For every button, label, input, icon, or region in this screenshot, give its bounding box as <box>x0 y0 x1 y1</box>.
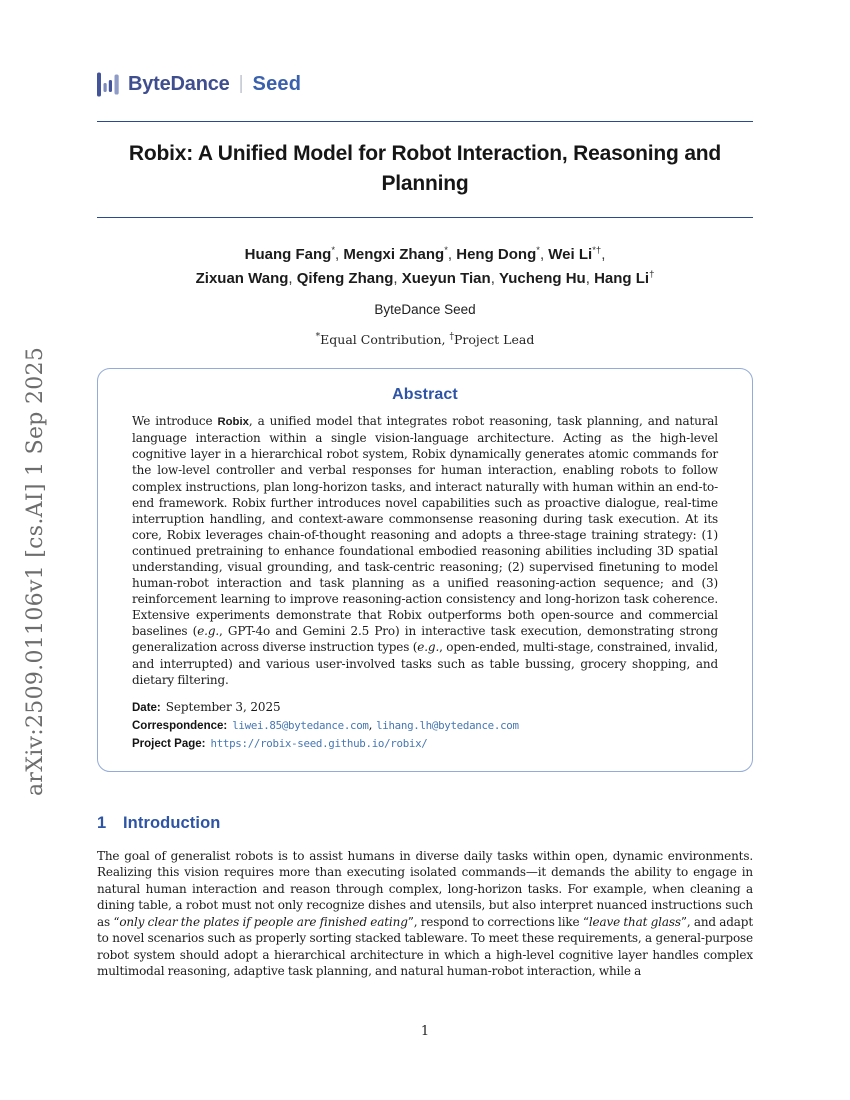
paper-content <box>97 0 753 980</box>
page-number: 1 <box>420 1024 430 1039</box>
project-page-link[interactable]: https://robix-seed.github.io/robix/ <box>210 736 428 750</box>
abstract-heading: Abstract <box>392 386 458 404</box>
arxiv-watermark: arXiv:2509.01106v1 [cs.AI] 1 Sep 2025 <box>23 346 48 796</box>
bytedance-logo-icon <box>97 71 120 98</box>
correspondence-label: Correspondence: <box>132 719 228 732</box>
logo-brand-text: ByteDance <box>128 72 230 95</box>
abstract-meta <box>132 699 718 753</box>
abstract-text: We introduce Robix, a unified model that integrates robot reasoning, task planning, and natural language interaction within a single vision-language architecture. Acting as the high-level cognitive layer in a hierarchical robot system, Robix dynamically generates atomic commands for the low-level controller and verbal responses for human interaction, enabling robots to follow complex instructions, plan long-horizon tasks, and interact naturally with human within an end-to-end framework. Robix further introduces novel capabilities such as proactive dialogue, real-time interruption handling, and context-aware commonsense reasoning during task execution. At its core, Robix leverages chain-of-thought reasoning and adopts a three-stage training strategy: (1) continued pretraining to enhance foundational embodied reasoning abilities including 3D spatial understanding, visual grounding, and task-centric reasoning; (2) supervised finetuning to model human-robot interaction and task planning as a unified reasoning-action sequence; and (3) reinforcement learning to improve reasoning-action consistency and long-horizon task coherence. Extensive experiments demonstrate that Robix outperforms both open-source and commercial baselines (e.g., GPT-4o and Gemini 2.5 Pro) in interactive task execution, demonstrating strong generalization across diverse instruction types (e.g., open-ended, multi-stage, constrained, invalid, and interrupted) and various user-involved tasks such as table bussing, grocery shopping, and dietary filtering. <box>132 414 718 687</box>
author-line-2: Zixuan Wang, Qifeng Zhang, Xueyun Tian, Yucheng Hu, Hang Li† <box>195 269 655 287</box>
project-page-label: Project Page: <box>132 737 206 750</box>
date-label: Date: <box>132 701 161 714</box>
abstract-box <box>97 368 753 772</box>
affiliation: ByteDance Seed <box>374 302 476 317</box>
author-line-1: Huang Fang*, Mengxi Zhang*, Heng Dong*, Wei Li*†, <box>244 245 606 263</box>
meta-date-row <box>132 699 718 717</box>
introduction-paragraph: The goal of generalist robots is to assist humans in diverse daily tasks within open, dynamic environments. Realizing this vision requires more than executing isolated commands—it demands the ability to engage in natural human interaction and reason through complex, long-horizon tasks. For example, when cleaning a dining table, a robot must not only recognize dishes and utensils, but also interpret nuanced instructions such as “only clear the plates if people are finished eating”, respond to corrections like “leave that glass”, and adapt to novel scenarios such as properly sorting stacked tableware. To meet these requirements, a general-purpose robot system should adopt a hierarchical architecture in which a high-level cognitive layer handles complex multimodal reasoning, adaptive task planning, and natural human-robot interaction, while a <box>97 848 754 979</box>
correspondence-emails[interactable]: liwei.85@bytedance.com, lihang.lh@bytedance.com <box>232 717 519 732</box>
contribution-note: *Equal Contribution, †Project Lead <box>315 332 535 348</box>
section-number: 1 <box>97 813 107 832</box>
logo-divider: | <box>238 73 244 94</box>
section-heading-introduction <box>97 814 753 833</box>
logo-product-text: Seed <box>252 72 302 95</box>
meta-project-page-row <box>132 735 718 753</box>
date-value: September 3, 2025 <box>165 699 281 714</box>
meta-correspondence-row <box>132 717 718 735</box>
title-rule-bottom <box>97 217 753 218</box>
paper-title: Robix: A Unified Model for Robot Interaction, Reasoning and Planning <box>128 142 722 195</box>
section-title: Introduction <box>123 813 221 832</box>
author-list <box>97 241 753 289</box>
logo <box>97 70 753 98</box>
